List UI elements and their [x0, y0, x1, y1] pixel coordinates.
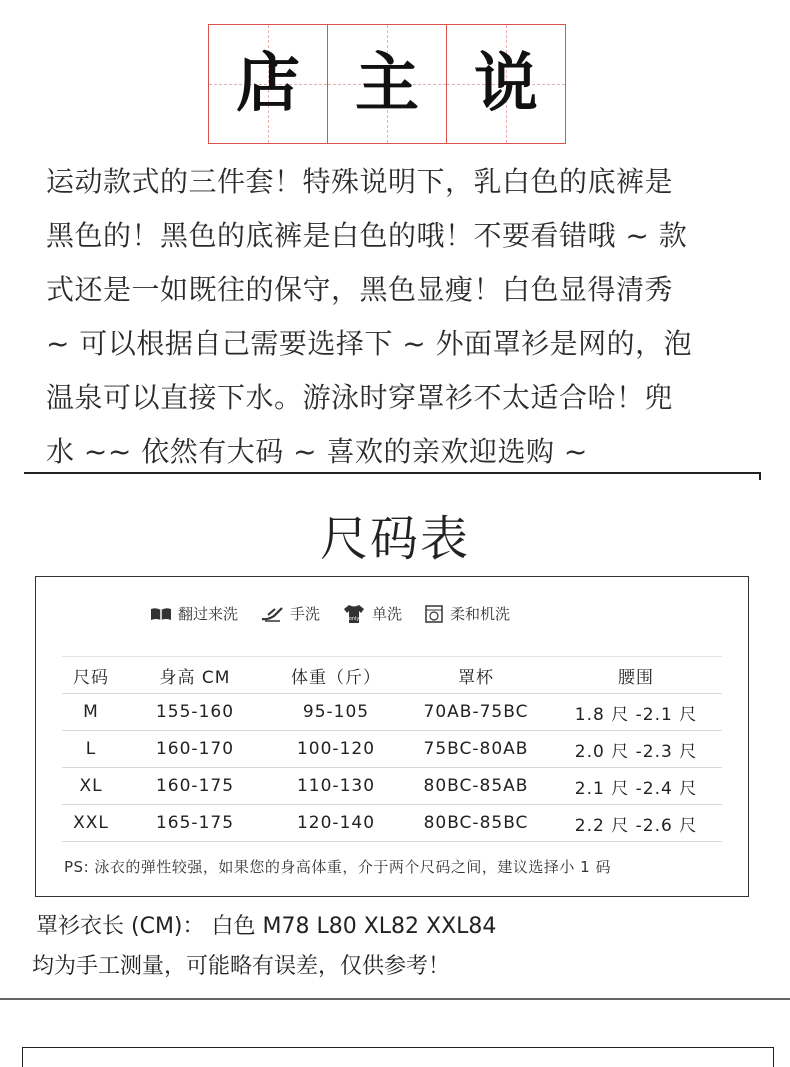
- table-cell: 95-105: [270, 694, 402, 731]
- size-table: [62, 656, 722, 842]
- table-cell: 120-140: [270, 805, 402, 842]
- column-header: 身高 CM: [120, 657, 270, 694]
- care-item: [150, 603, 238, 624]
- column-header: 体重（斤）: [270, 657, 402, 694]
- table-cell: 110-130: [270, 768, 402, 805]
- table-cell: 160-170: [120, 731, 270, 768]
- table-cell: 155-160: [120, 694, 270, 731]
- table-cell: M: [62, 694, 120, 731]
- intro-text: [46, 155, 746, 479]
- table-cell: XL: [62, 768, 120, 805]
- hand-wash-icon: [260, 605, 284, 623]
- table-row: [62, 768, 722, 805]
- intro-line: ~ 可以根据自己需要选择下 ~ 外面罩衫是网的，泡: [46, 327, 693, 360]
- title-char: 主: [355, 47, 419, 121]
- column-header: 罩杯: [402, 657, 550, 694]
- table-cell: XXL: [62, 805, 120, 842]
- table-row: [62, 805, 722, 842]
- size-advice-note: PS: 泳衣的弹性较强，如果您的身高体重，介于两个尺码之间，建议选择小 1 码: [64, 858, 611, 876]
- shop-owner-title: [208, 24, 566, 144]
- table-cell: 165-175: [120, 805, 270, 842]
- care-label: 手洗: [290, 605, 321, 623]
- title-cell: [209, 25, 328, 143]
- book-icon: [150, 607, 172, 621]
- title-char: 说: [474, 47, 538, 121]
- washer-icon: [424, 604, 444, 624]
- table-cell: 2.0 尺 -2.3 尺: [550, 731, 722, 768]
- title-char: 店: [236, 47, 300, 121]
- intro-line: 水 ~~ 依然有大码 ~ 喜欢的亲欢迎选购 ~: [46, 435, 588, 468]
- measurement-disclaimer: 均为手工测量，可能略有误差，仅供参考！: [32, 954, 451, 979]
- table-cell: 80BC-85AB: [402, 768, 550, 805]
- title-cell: [447, 25, 565, 143]
- shirt-badge: only: [348, 615, 360, 622]
- table-cell: 80BC-85BC: [402, 805, 550, 842]
- care-item: [424, 603, 510, 624]
- table-cell: 70AB-75BC: [402, 694, 550, 731]
- care-label: 翻过来洗: [178, 605, 239, 623]
- table-cell: 2.1 尺 -2.4 尺: [550, 768, 722, 805]
- column-header: 尺码: [62, 657, 120, 694]
- table-cell: 75BC-80AB: [402, 731, 550, 768]
- shirt-icon: [342, 604, 366, 624]
- column-header: 腰围: [550, 657, 722, 694]
- size-chart-title: 尺码表: [319, 511, 470, 567]
- next-section-frame: [22, 1047, 774, 1067]
- table-cell: 2.2 尺 -2.6 尺: [550, 805, 722, 842]
- intro-line: 温泉可以直接下水。游泳时穿罩衫不太适合哈！兜: [46, 381, 674, 414]
- care-instructions: [150, 603, 510, 624]
- title-cell: [328, 25, 447, 143]
- table-row: [62, 731, 722, 768]
- table-cell: 160-175: [120, 768, 270, 805]
- table-row: [62, 694, 722, 731]
- table-cell: 100-120: [270, 731, 402, 768]
- intro-line: 黑色的！黑色的底裤是白色的哦！不要看错哦 ~ 款: [46, 219, 688, 252]
- cover-length-text: 罩衫衣长 (CM)： 白色 M78 L80 XL82 XXL84: [36, 914, 497, 939]
- section-divider: [0, 998, 790, 1000]
- table-cell: 1.8 尺 -2.1 尺: [550, 694, 722, 731]
- section-divider: [24, 472, 760, 474]
- care-item: [342, 603, 402, 624]
- care-label: 柔和机洗: [450, 605, 511, 623]
- intro-line: 式还是一如既往的保守，黑色显瘦！白色显得清秀: [46, 273, 674, 306]
- table-header-row: [62, 657, 722, 694]
- care-item: [260, 603, 320, 624]
- intro-line: 运动款式的三件套！特殊说明下，乳白色的底裤是: [46, 165, 674, 198]
- care-label: 单洗: [372, 605, 403, 623]
- table-cell: L: [62, 731, 120, 768]
